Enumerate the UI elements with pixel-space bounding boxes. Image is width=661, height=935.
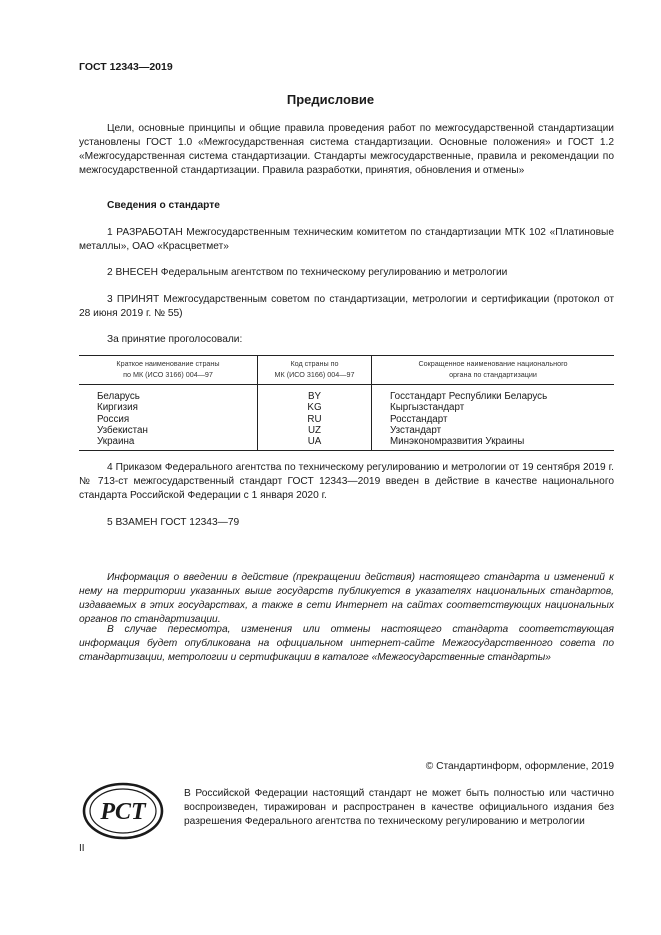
page-title: Предисловие [286, 92, 375, 107]
standard-info-heading: Сведения о стандарте [107, 200, 220, 211]
logo-text: РСТ [100, 799, 146, 825]
item-1-developed: 1 РАЗРАБОТАН Межгосударственным техническим комитетом по стандартизации МТК 102 «Платиновые металлы», ОАО «Красцветмет» [79, 227, 614, 252]
page-number: II [79, 843, 85, 854]
rst-seal-logo-icon [82, 782, 164, 845]
info-paragraph-2: В случае пересмотра, изменения или отмены настоящего стандарта соответствующая информация будет опубликована на официальном интернет-сайте Межгосударственного совета по стандартизации, метрологии и сертификации в каталоге «Межгосударственные стандарты» [79, 624, 614, 663]
item-5-replaces: 5 ВЗАМЕН ГОСТ 12343—79 [107, 517, 240, 528]
info-paragraph-1: Информация о введении в действие (прекращении действия) настоящего стандарта и изменений к нему на территории указанных выше государств публикуется в указателях национальных стандартов, издаваемых в этих государствах, а также в сети Интернет на сайтах соответствующих национальных органов по стандартизации. [79, 572, 614, 625]
item-2-introduced: 2 ВНЕСЕН Федеральным агентством по техническому регулированию и метрологии [107, 267, 508, 278]
intro-paragraph: Цели, основные принципы и общие правила проведения работ по межгосударственной стандартизации установлены ГОСТ 1.0 «Межгосударственная система стандартизации. Основные положения» и ГОСТ 1.2 «Межгосударственная система стандартизации. Стандарты межгосударственные, правила и рекомендации по межгосударственной стандартизации. Правила разработки, принятия, обновления и отмены» [79, 123, 614, 176]
header-country-name: Краткое наименование страны по МК (ИСО 3166) 004—97 [79, 356, 258, 385]
doc-code-header: ГОСТ 12343—2019 [79, 61, 173, 73]
item-4-order: 4 Приказом Федерального агентства по техническому регулированию и метрологии от 19 сентября 2019 г. № 713-ст межгосударственный стандарт ГОСТ 12343—2019 введен в действие в качестве национального стандарта Российской Федерации с 1 января 2020 г. [79, 462, 614, 501]
copyright-line: © Стандартинформ, оформление, 2019 [425, 761, 614, 772]
reproduction-notice: В Российской Федерации настоящий стандарт не может быть полностью или частично воспроизведен, тиражирован и распространен в качестве официального издания без разрешения Федерального агентства по техническому регулированию и метрологии [184, 788, 614, 827]
header-country-code: Код страны по МК (ИСО 3166) 004—97 [258, 356, 372, 385]
table-row: Узбекистан UZ Узстандарт [79, 425, 614, 436]
header-national-body: Сокращенное наименование национального органа по стандартизации [372, 356, 615, 385]
table-row: Киргизия KG Кыргызстандарт [79, 402, 614, 413]
table-row: Россия RU Росстандарт [79, 414, 614, 425]
voted-label: За принятие проголосовали: [107, 334, 243, 345]
item-3-adopted: 3 ПРИНЯТ Межгосударственным советом по стандартизации, метрологии и сертификации (протокол от 28 июня 2019 г. № 55) [79, 294, 614, 319]
table-row: Украина UA Минэкономразвития Украины [79, 436, 614, 451]
country-table [79, 355, 614, 451]
table-row: Беларусь BY Госстандарт Республики Беларусь [79, 385, 614, 403]
